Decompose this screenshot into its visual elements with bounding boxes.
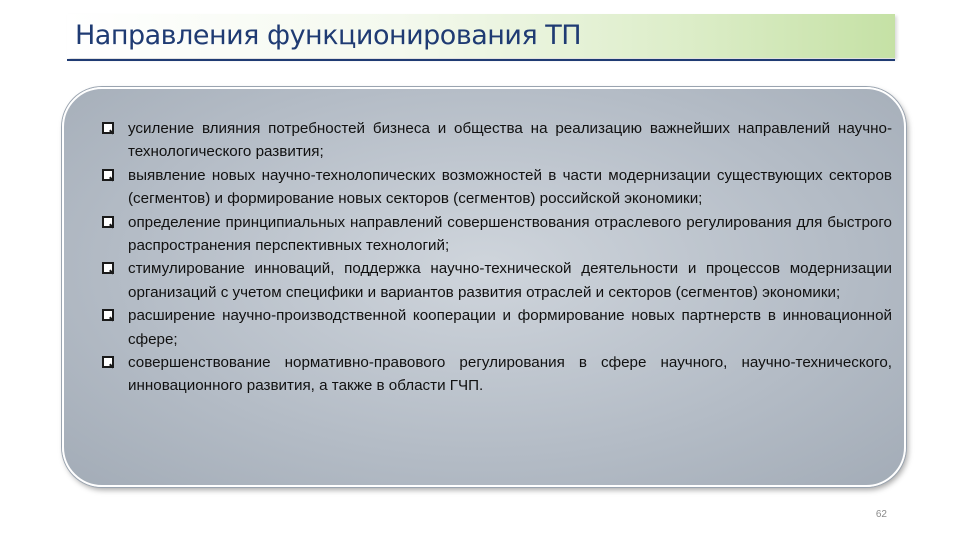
page-number: 62 xyxy=(875,509,887,520)
checkbox-bullet-icon xyxy=(102,169,114,181)
bullet-text: выявление новых научно-технолопических возможностей в части модернизации существующих секторов (сегментов) и формирование новых секторов (сегментов) российской экономики; xyxy=(128,166,892,208)
bullet-text: определение принципиальных направлений совершенствования отраслевого регулирования для быстрого распространения перспективных технологий; xyxy=(128,213,892,255)
checkbox-bullet-icon xyxy=(102,309,114,321)
checkbox-bullet-icon xyxy=(102,356,114,368)
bullet-item xyxy=(102,351,892,398)
bullet-item xyxy=(102,304,892,351)
content-box xyxy=(62,87,906,487)
bullet-item xyxy=(102,117,892,164)
checkbox-bullet-icon xyxy=(102,262,114,274)
bullet-item xyxy=(102,257,892,304)
title-bar xyxy=(67,14,895,58)
slide-title: Направления функционирования ТП xyxy=(75,20,582,51)
checkbox-bullet-icon xyxy=(102,216,114,228)
bullet-text: совершенствование нормативно-правового регулирования в сфере научного, научно-технического, инновационного развития, а также в области ГЧП. xyxy=(128,354,892,395)
bullet-item xyxy=(102,164,892,211)
checkbox-bullet-icon xyxy=(102,122,114,134)
bullet-text: расширение научно-производственной кооперации и формирование новых партнерств в инновационной сфере; xyxy=(128,307,892,348)
bullet-list xyxy=(102,117,892,398)
bullet-item xyxy=(102,211,892,258)
bullet-text: усиление влияния потребностей бизнеса и общества на реализацию важнейших направлений научно-технологического развития; xyxy=(128,120,892,161)
bullet-text: стимулирование инноваций, поддержка научно-технической деятельности и процессов модернизации организаций с учетом специфики и вариантов развития отраслей и секторов (сегментов) экономики; xyxy=(128,260,892,301)
